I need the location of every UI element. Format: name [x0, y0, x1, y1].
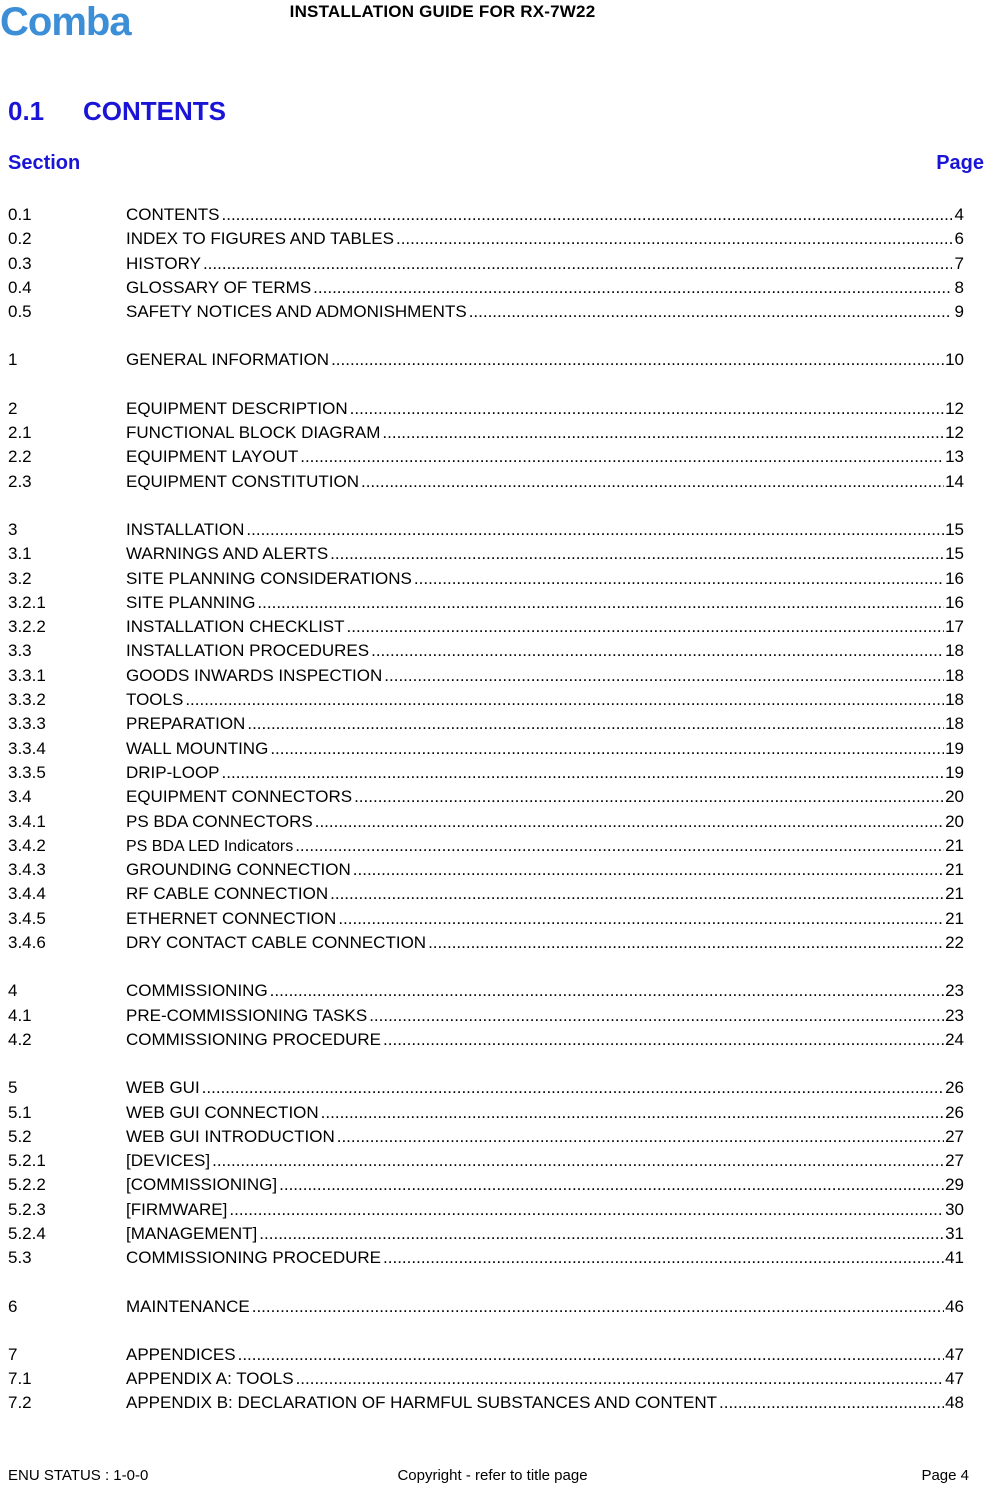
toc-entry-number: 5	[8, 1078, 18, 1098]
toc-entry-title-leader	[126, 834, 944, 859]
toc-entry-number: 3.3	[8, 641, 32, 661]
toc-entry-page: 27	[945, 1151, 964, 1171]
toc-entry-page: 10	[945, 350, 964, 370]
toc-entry-page: 18	[945, 641, 964, 661]
toc-entry-title-leader	[126, 348, 944, 372]
toc-entry-title: [DEVICES]	[126, 1151, 211, 1171]
toc-entry-page: 15	[945, 519, 964, 539]
toc-entry-page: 26	[945, 1102, 964, 1122]
toc-entry-page: 6	[954, 229, 964, 249]
toc-entry-title: GOODS INWARDS INSPECTION	[126, 665, 383, 685]
toc-entry-number: 0.2	[8, 229, 32, 249]
toc-entry[interactable]	[8, 421, 964, 445]
toc-entry[interactable]	[8, 1391, 964, 1415]
toc-entry-page: 9	[954, 302, 964, 322]
toc-entry-title: COMMISSIONING PROCEDURE	[126, 1248, 382, 1268]
toc-entry-page: 12	[945, 423, 964, 443]
toc-entry-title: PS BDA LED Indicators	[126, 837, 294, 855]
toc-entry-page: 13	[945, 447, 964, 467]
toc-entry-number: 3.4.3	[8, 860, 46, 880]
toc-entry-title-leader	[126, 810, 944, 834]
toc-entry[interactable]	[8, 639, 964, 663]
toc-entry-number: 4	[8, 981, 18, 1001]
toc-entry-page: 20	[945, 787, 964, 807]
toc-entry[interactable]	[8, 591, 964, 615]
toc-entry[interactable]	[8, 542, 964, 566]
toc-entry[interactable]	[8, 688, 964, 712]
toc-entry-number: 3.3.3	[8, 714, 46, 734]
toc-entry-page: 48	[945, 1393, 964, 1413]
toc-entry-title: WEB GUI	[126, 1078, 200, 1098]
toc-entry-number: 3.4.2	[8, 835, 46, 855]
toc-entry-title-leader	[126, 1173, 944, 1197]
toc-entry-title-leader	[126, 858, 944, 882]
toc-entry-page: 41	[945, 1248, 964, 1268]
toc-entry-number: 5.3	[8, 1248, 32, 1268]
toc-entry[interactable]	[8, 1125, 964, 1149]
toc-entry-title-leader	[126, 882, 944, 906]
toc-entry-title-leader	[126, 1028, 944, 1052]
toc-entry-number: 3.3.4	[8, 738, 46, 758]
toc-entry-number: 7.1	[8, 1369, 32, 1389]
toc-entry-title-leader	[126, 445, 944, 469]
toc-entry[interactable]	[8, 1246, 964, 1270]
toc-entry[interactable]	[8, 227, 964, 251]
toc-entry-title: WALL MOUNTING	[126, 738, 269, 758]
toc-entry-page: 26	[945, 1078, 964, 1098]
toc-entry-number: 2	[8, 398, 18, 418]
toc-entry-page: 16	[945, 568, 964, 588]
toc-entry-title-leader	[126, 1125, 944, 1149]
toc-entry[interactable]	[8, 1173, 964, 1197]
toc-entry-title-leader	[126, 518, 944, 542]
toc-entry[interactable]	[8, 470, 964, 494]
toc-entry-title: COMMISSIONING	[126, 981, 268, 1001]
toc-entry-title-leader	[126, 1076, 944, 1100]
toc-entry[interactable]	[8, 1367, 964, 1391]
toc-entry-title: INSTALLATION PROCEDURES	[126, 641, 370, 661]
toc-entry-title: PS BDA CONNECTORS	[126, 811, 313, 831]
toc-entry-page: 18	[945, 714, 964, 734]
toc-entry-page: 16	[945, 592, 964, 612]
toc-entry-number: 3.3.1	[8, 665, 46, 685]
toc-entry-title: [FIRMWARE]	[126, 1199, 228, 1219]
toc-entry[interactable]	[8, 203, 964, 227]
toc-entry-title-leader	[126, 542, 944, 566]
toc-entry-page: 23	[945, 981, 964, 1001]
toc-entry-page: 22	[945, 933, 964, 953]
toc-entry[interactable]	[8, 615, 964, 639]
toc-entry-title: SITE PLANNING	[126, 592, 256, 612]
toc-entry-page: 18	[945, 665, 964, 685]
toc-entry-page: 8	[954, 277, 964, 297]
toc-entry-page: 21	[945, 908, 964, 928]
toc-entry-page: 29	[945, 1175, 964, 1195]
toc-entry-number: 7.2	[8, 1393, 32, 1413]
toc-entry-page: 47	[945, 1344, 964, 1364]
toc-entry[interactable]	[8, 785, 964, 809]
toc-entry[interactable]	[8, 882, 964, 906]
toc-entry[interactable]	[8, 834, 964, 858]
toc-entry-title-leader	[126, 567, 944, 591]
toc-entry[interactable]	[8, 761, 964, 785]
toc-entry-title: GROUNDING CONNECTION	[126, 860, 351, 880]
toc-entry-page: 27	[945, 1126, 964, 1146]
toc-entry-title-leader	[126, 712, 944, 736]
toc-entry-page: 46	[945, 1296, 964, 1316]
toc-entry-title-leader	[126, 931, 944, 955]
toc-entry-number: 3	[8, 519, 18, 539]
toc-entry-title: DRIP-LOOP	[126, 762, 220, 782]
heading-title: CONTENTS	[83, 96, 226, 126]
toc-entry-title: MAINTENANCE	[126, 1296, 250, 1316]
toc-entry-number: 3.3.5	[8, 762, 46, 782]
toc-entry-title-leader	[126, 1246, 944, 1270]
toc-entry-title-leader	[126, 688, 944, 712]
toc-entry-page: 20	[945, 811, 964, 831]
toc-entry-title-leader	[126, 1295, 944, 1319]
toc-entry-number: 3.4.5	[8, 908, 46, 928]
toc-entry[interactable]	[8, 858, 964, 882]
page-column-header: Page	[936, 152, 984, 174]
toc-entry-title-leader	[126, 203, 952, 227]
toc-entry-title-leader	[126, 300, 952, 324]
toc-entry-number: 5.2	[8, 1126, 32, 1146]
toc-entry-title-leader	[126, 227, 952, 251]
table-of-contents	[8, 203, 964, 1416]
toc-entry-number: 1	[8, 350, 18, 370]
toc-entry-title: ETHERNET CONNECTION	[126, 908, 337, 928]
toc-entry-number: 3.3.2	[8, 690, 46, 710]
toc-entry-title: [COMMISSIONING]	[126, 1175, 278, 1195]
toc-entry[interactable]	[8, 979, 964, 1003]
toc-entry-number: 0.4	[8, 277, 32, 297]
toc-entry-title: DRY CONTACT CABLE CONNECTION	[126, 933, 427, 953]
toc-entry-title-leader	[126, 785, 944, 809]
toc-entry-number: 3.2.1	[8, 592, 46, 612]
toc-entry-number: 3.2	[8, 568, 32, 588]
toc-entry-title: WEB GUI INTRODUCTION	[126, 1126, 335, 1146]
toc-entry-title: COMMISSIONING PROCEDURE	[126, 1029, 382, 1049]
toc-entry-title-leader	[126, 1391, 944, 1415]
toc-entry-page: 12	[945, 398, 964, 418]
toc-entry-title: GENERAL INFORMATION	[126, 350, 330, 370]
toc-entry-title-leader	[126, 1004, 944, 1028]
toc-entry-title-leader	[126, 1149, 944, 1173]
toc-entry-title: EQUIPMENT LAYOUT	[126, 447, 299, 467]
toc-entry[interactable]	[8, 1101, 964, 1125]
toc-entry[interactable]	[8, 664, 964, 688]
footer-copyright: Copyright - refer to title page	[397, 1467, 588, 1484]
toc-entry-page: 47	[945, 1369, 964, 1389]
toc-entry-number: 3.2.2	[8, 617, 46, 637]
toc-entry-number: 4.2	[8, 1029, 32, 1049]
toc-entry-title: PREPARATION	[126, 714, 246, 734]
toc-entry[interactable]	[8, 300, 964, 324]
toc-entry-number: 5.2.3	[8, 1199, 46, 1219]
toc-entry-title-leader	[126, 1198, 944, 1222]
toc-entry[interactable]	[8, 1004, 964, 1028]
toc-entry[interactable]	[8, 1149, 964, 1173]
toc-entry-title-leader	[126, 639, 944, 663]
toc-entry-number: 3.4	[8, 787, 32, 807]
toc-entry-title: HISTORY	[126, 253, 201, 273]
toc-entry[interactable]	[8, 737, 964, 761]
toc-entry-title: RF CABLE CONNECTION	[126, 884, 329, 904]
contents-heading	[8, 96, 226, 127]
toc-entry-title-leader	[126, 1222, 944, 1246]
toc-entry-title-leader	[126, 591, 944, 615]
footer-status: ENU STATUS : 1-0-0	[8, 1467, 149, 1484]
toc-entry-title: APPENDIX B: DECLARATION OF HARMFUL SUBSTANCES AND CONTENT	[126, 1393, 717, 1413]
footer-page-number: Page 4	[921, 1467, 969, 1484]
toc-entry-title: GLOSSARY OF TERMS	[126, 277, 312, 297]
toc-entry-title: [MANAGEMENT]	[126, 1223, 258, 1243]
toc-entry-page: 19	[945, 738, 964, 758]
toc-entry-number: 5.1	[8, 1102, 32, 1122]
toc-entry-title-leader	[126, 979, 944, 1003]
toc-entry-title: APPENDIX A: TOOLS	[126, 1369, 294, 1389]
toc-entry-title-leader	[126, 421, 944, 445]
toc-entry-number: 6	[8, 1296, 18, 1316]
toc-entry-number: 5.2.2	[8, 1175, 46, 1195]
toc-entry-number: 3.1	[8, 544, 32, 564]
toc-entry-number: 2.2	[8, 447, 32, 467]
toc-entry[interactable]	[8, 1198, 964, 1222]
toc-entry-page: 15	[945, 544, 964, 564]
toc-entry-number: 3.4.4	[8, 884, 46, 904]
toc-entry-number: 7	[8, 1344, 18, 1364]
toc-entry-title-leader	[126, 761, 944, 785]
toc-entry-page: 31	[945, 1223, 964, 1243]
toc-entry-title: WEB GUI CONNECTION	[126, 1102, 319, 1122]
toc-entry-title: FUNCTIONAL BLOCK DIAGRAM	[126, 423, 381, 443]
toc-entry-title-leader	[126, 1343, 944, 1367]
toc-entry[interactable]	[8, 712, 964, 736]
toc-entry-title: SAFETY NOTICES AND ADMONISHMENTS	[126, 302, 467, 322]
toc-entry-title-leader	[126, 470, 944, 494]
toc-entry-number: 4.1	[8, 1005, 32, 1025]
toc-entry[interactable]	[8, 1343, 964, 1367]
toc-entry-title: INDEX TO FIGURES AND TABLES	[126, 229, 394, 249]
heading-number: 0.1	[8, 96, 45, 126]
toc-entry-title: SITE PLANNING CONSIDERATIONS	[126, 568, 412, 588]
toc-entry[interactable]	[8, 567, 964, 591]
toc-entry[interactable]	[8, 1295, 964, 1319]
section-column-header: Section	[8, 152, 81, 174]
toc-entry-number: 5.2.4	[8, 1223, 46, 1243]
toc-entry-page: 19	[945, 762, 964, 782]
toc-entry-title-leader	[126, 276, 952, 300]
toc-entry[interactable]	[8, 810, 964, 834]
toc-entry[interactable]	[8, 1028, 964, 1052]
toc-entry-title: PRE-COMMISSIONING TASKS	[126, 1005, 368, 1025]
toc-entry[interactable]	[8, 518, 964, 542]
toc-entry-title: EQUIPMENT DESCRIPTION	[126, 398, 348, 418]
toc-entry-title: EQUIPMENT CONSTITUTION	[126, 471, 359, 491]
toc-entry-page: 14	[945, 471, 964, 491]
toc-entry-title-leader	[126, 664, 944, 688]
toc-entry-title: INSTALLATION	[126, 519, 245, 539]
toc-entry-number: 0.3	[8, 253, 32, 273]
toc-entry-title-leader	[126, 1367, 944, 1391]
toc-entry-title: INSTALLATION CHECKLIST	[126, 617, 345, 637]
toc-entry[interactable]	[8, 1076, 964, 1100]
toc-entry-page: 24	[945, 1029, 964, 1049]
toc-entry-number: 5.2.1	[8, 1151, 46, 1171]
toc-entry-title-leader	[126, 252, 952, 276]
toc-entry-page: 21	[945, 884, 964, 904]
toc-entry-page: 18	[945, 690, 964, 710]
toc-entry-title: CONTENTS	[126, 205, 220, 224]
toc-entry[interactable]	[8, 397, 964, 421]
document-header-title: INSTALLATION GUIDE FOR RX-7W22	[289, 2, 596, 21]
toc-entry-page: 7	[954, 253, 964, 273]
toc-entry-title-leader	[126, 615, 944, 639]
toc-entry-number: 0.5	[8, 302, 32, 322]
toc-entry-title: WARNINGS AND ALERTS	[126, 544, 329, 564]
toc-entry-title: APPENDICES	[126, 1344, 236, 1364]
toc-entry-page: 4	[954, 205, 964, 224]
toc-entry-page: 23	[945, 1005, 964, 1025]
toc-entry-title-leader	[126, 397, 944, 421]
toc-entry-title: EQUIPMENT CONNECTORS	[126, 787, 353, 807]
toc-entry-title-leader	[126, 737, 944, 761]
svg-text:Comba: Comba	[0, 4, 131, 38]
toc-entry[interactable]	[8, 276, 964, 300]
toc-entry-number: 0.1	[8, 205, 32, 224]
toc-entry-page: 30	[945, 1199, 964, 1219]
toc-entry[interactable]	[8, 931, 964, 955]
toc-entry[interactable]	[8, 348, 964, 372]
toc-entry-number: 2.3	[8, 471, 32, 491]
toc-entry[interactable]	[8, 1222, 964, 1246]
toc-entry[interactable]	[8, 445, 964, 469]
toc-entry-number: 2.1	[8, 423, 32, 443]
toc-entry-number: 3.4.1	[8, 811, 46, 831]
toc-entry-title-leader	[126, 1101, 944, 1125]
toc-entry[interactable]	[8, 907, 964, 931]
toc-entry-page: 21	[945, 835, 964, 855]
toc-entry[interactable]	[8, 252, 964, 276]
toc-entry-page: 21	[945, 860, 964, 880]
toc-entry-title-leader	[126, 907, 944, 931]
toc-entry-page: 17	[945, 617, 964, 637]
toc-entry-number: 3.4.6	[8, 933, 46, 953]
toc-entry-title: TOOLS	[126, 690, 184, 710]
